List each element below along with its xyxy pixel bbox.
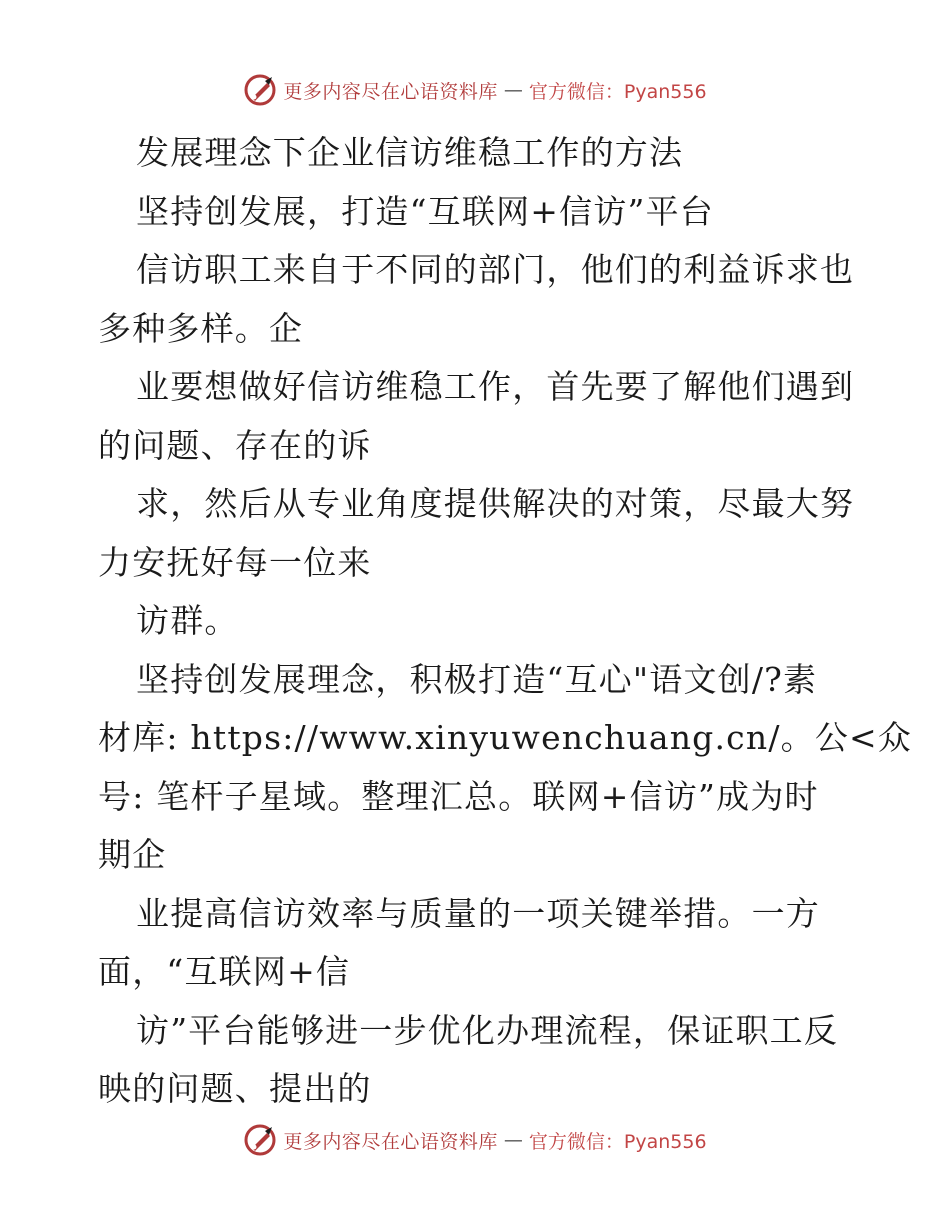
quill-logo-icon: [243, 73, 277, 107]
footer-watermark: [0, 1120, 950, 1160]
document-body: [98, 124, 913, 1119]
text-line: 的问题、存在的诉: [98, 425, 372, 465]
footer-watermark-text: 更多内容尽在心语资料库: [283, 1130, 498, 1153]
text-line: 访”平台能够进一步优化办理流程，保证职工反: [136, 1010, 839, 1050]
header-watermark-wechat: 官方微信：Pyan556: [528, 80, 707, 103]
footer-watermark-wechat: 官方微信：Pyan556: [528, 1130, 707, 1153]
header-watermark-text: 更多内容尽在心语资料库: [283, 80, 498, 103]
footer-watermark-dash: —: [503, 1129, 523, 1151]
text-line: 力安抚好每一位来: [98, 542, 372, 582]
header-watermark-dash: —: [503, 79, 523, 101]
text-line: 坚持创发展，打造“互联网+信访”平台: [136, 191, 714, 231]
text-line: 多种多样。企: [98, 308, 304, 348]
footer-watermark-inner: [243, 1123, 706, 1157]
text-line: 号: 笔杆子星域。整理汇总。联网+信访”成为时: [98, 776, 819, 816]
header-watermark: [0, 70, 950, 110]
text-line: 坚持创发展理念，积极打造“互心"语文创/?素: [136, 659, 818, 699]
text-line: 业要想做好信访维稳工作，首先要了解他们遇到: [136, 367, 855, 406]
text-line: 信访职工来自于不同的部门，他们的利益诉求也: [136, 250, 855, 289]
text-line: 材库: https://www.xinyuwenchuang.cn/。公<众: [98, 718, 913, 757]
header-watermark-inner: [243, 73, 706, 107]
text-line: 映的问题、提出的: [98, 1069, 372, 1108]
text-line: 发展理念下企业信访维稳工作的方法: [136, 133, 684, 172]
text-line: 求，然后从专业角度提供解决的对策，尽最大努: [136, 484, 855, 523]
text-line: 业提高信访效率与质量的一项关键举措。一方: [136, 893, 820, 933]
quill-logo-icon: [243, 1123, 277, 1157]
text-line: 期企: [98, 835, 167, 874]
text-line: 访群。: [136, 601, 239, 640]
text-line: 面，“互联网+信: [98, 952, 351, 991]
